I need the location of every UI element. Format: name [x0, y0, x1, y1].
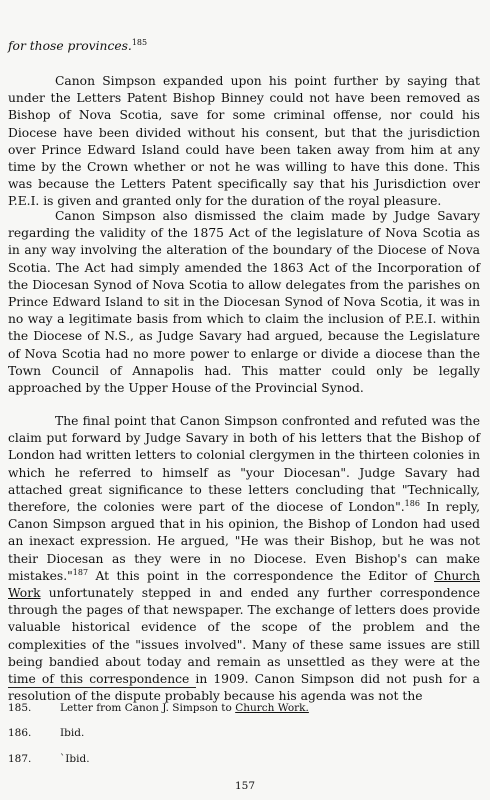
footnote-underlined: Church Work. [235, 702, 309, 714]
footnote-text: `Ibid. [60, 753, 90, 765]
footnote-text: Ibid. [60, 727, 85, 739]
footnote-ref-187[interactable]: 187 [72, 567, 89, 577]
p3-part-d: unfortunately stepped in and ended any further correspondence through the pages of that newspaper. The exchange of letters does provide valuable historical evidence of the scope of the problem and the complexities of the "issues involved". Many of these same issues are still being bandied about today and remain as unsettled as they were at the time of this correspondence in 1909. Canon Simpson did not push for a resolution of the dispute probably because his agenda was not the [8, 586, 480, 704]
footnote-number: 187. [8, 753, 32, 765]
footnote-number: 186. [8, 727, 32, 739]
footnote-186 [8, 726, 84, 740]
footnote-divider [8, 687, 196, 688]
opening-line [8, 38, 480, 55]
paragraph-2 [8, 208, 480, 397]
p3-part-c: At this point in the correspondence the Editor of [88, 568, 435, 583]
page-number: 157 [234, 780, 256, 792]
paragraph-3-text [8, 413, 480, 705]
p3-part-a: The final point that Canon Simpson confronted and refuted was the claim put forward by Judge Savary in both of his letters that the Bishop of London had written letters to colonial clergymen in the thirteen colonies in which he referred to himself as "your Diocesan". Judge Savary had attached great significance to these letters concluding that "Technically, therefore, the colonies were part of the diocese of London". [8, 414, 480, 515]
paragraph-1 [8, 73, 480, 211]
footnote-187 [8, 752, 90, 766]
paragraph-1-text: Canon Simpson expanded upon his point further by saying that under the Letters Patent Bishop Binney could not have been removed as Bishop of Nova Scotia, save for some criminal offense, nor could his Diocese have been divided without his consent, but that the jurisdiction over Prince Edward Island could have been taken away from him at any time by the Crown whether or not he was willing to have this done. This was because the Letters Patent specifically say that his Jurisdiction over P.E.I. is given and granted only for the duration of the royal pleasure. [8, 74, 480, 209]
church-work-title: Church Work [8, 568, 480, 601]
paragraph-2-text: Canon Simpson also dismissed the claim made by Judge Savary regarding the validity of the 1875 Act of the legislature of Nova Scotia as in any way involving the alteration of the boundary of the Diocese of Nova Scotia. The Act had simply amended the 1863 Act of the Incorporation of the Diocesan Synod of Nova Scotia to allow delegates from the parishes on Prince Edward Island to sit in the Diocesan Synod of Nova Scotia, it was in no way a legitimate basis from which to claim the inclusion of P.E.I. within the Diocese of N.S., as Judge Savary had argued, because the Legislature of Nova Scotia had no more power to enlarge or divide a diocese than the Town Council of Annapolis had. This matter could only be legally approached by the Upper House of the Provincial Synod. [8, 209, 480, 396]
footnote-text: Letter from Canon J. Simpson to [60, 702, 236, 714]
footnote-ref-186[interactable]: 186 [404, 498, 420, 508]
p3-part-b: In reply, Canon Simpson argued that in his opinion, the Bishop of London had used an inexact expression. He argued, "He was their Bishop, but he was not their Diocesan as they were in no Diocese. Even Bishop's can make mistakes." [8, 500, 481, 583]
paragraph-3 [8, 413, 480, 705]
footnote-number: 185. [8, 702, 32, 714]
opening-text: for those provinces. [8, 39, 132, 53]
footnote-ref-185[interactable]: 185 [131, 37, 148, 47]
footnote-185 [8, 701, 309, 715]
